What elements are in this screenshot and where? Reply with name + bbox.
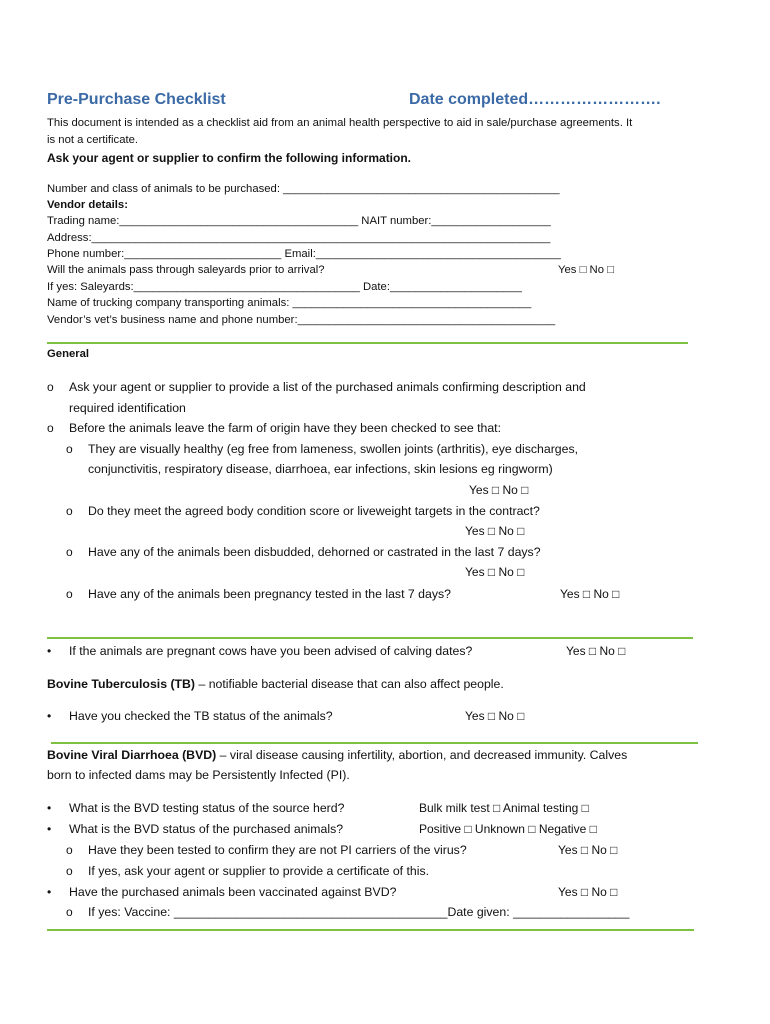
general-item-1: Ask your agent or supplier to provide a list of the purchased animals confirming description and	[69, 380, 586, 394]
phone-email-field: Phone number:_________________________ Email:_______________________________________	[47, 248, 561, 260]
circle-bullet: o	[66, 905, 73, 919]
intro-ask: Ask your agent or supplier to confirm the following information.	[47, 151, 412, 165]
circle-bullet: o	[66, 843, 73, 857]
sub-item-4: Have any of the animals been pregnancy tested in the last 7 days?	[88, 587, 451, 601]
sub-item-2: Do they meet the agreed body condition score or liveweight targets in the contract?	[88, 504, 540, 518]
dot-bullet: •	[47, 644, 52, 658]
circle-bullet: o	[66, 545, 73, 559]
saleyards-question: Will the animals pass through saleyards prior to arrival?	[47, 264, 325, 276]
bvd-testing-options[interactable]: Bulk milk test □ Animal testing □	[419, 801, 589, 815]
bvd-vaccine-field: If yes: Vaccine: ________________________________________Date given: _________________	[88, 905, 630, 919]
saleyards-field: If yes: Saleyards:____________________________________ Date:_____________________	[47, 281, 522, 293]
circle-bullet: o	[66, 504, 73, 518]
dot-bullet: •	[47, 885, 52, 899]
intro-line-1: This document is intended as a checklist aid from an animal health perspective to aid in sale/purchase agreements. It	[47, 117, 633, 129]
bvd-pi-yes-no[interactable]: Yes □ No □	[558, 843, 618, 857]
divider	[47, 342, 688, 344]
sub-item-1-cont: conjunctivitis, respiratory disease, diarrhoea, ear infections, skin lesions eg ringworm)	[88, 462, 553, 476]
date-completed: Date completed…………………….	[409, 91, 661, 108]
tb-description: – notifiable bacterial disease that can also affect people.	[195, 677, 504, 691]
bvd-status-options[interactable]: Positive □ Unknown □ Negative □	[419, 822, 597, 836]
bvd-question-1: What is the BVD testing status of the source herd?	[69, 801, 345, 815]
number-class-field: Number and class of animals to be purchased: ____________________________________________	[47, 183, 560, 195]
circle-bullet: o	[47, 380, 54, 394]
bvd-heading: Bovine Viral Diarrhoea (BVD)	[47, 748, 217, 762]
vet-field: Vendor’s vet’s business name and phone number:_________________________________________	[47, 314, 556, 326]
tb-question: Have you checked the TB status of the animals?	[69, 709, 333, 723]
divider	[47, 929, 694, 931]
general-item-2: Before the animals leave the farm of origin have they been checked to see that:	[69, 421, 502, 435]
tb-heading: Bovine Tuberculosis (TB)	[47, 677, 196, 691]
divider	[47, 637, 693, 639]
sub-item-3: Have any of the animals been disbudded, dehorned or castrated in the last 7 days?	[88, 545, 541, 559]
bvd-description: – viral disease causing infertility, abortion, and decreased immunity. Calves	[216, 748, 628, 762]
sub-item-4-yes-no[interactable]: Yes □ No □	[560, 587, 620, 601]
bvd-vaccinated-yes-no[interactable]: Yes □ No □	[558, 885, 618, 899]
bvd-certificate-note: If yes, ask your agent or supplier to provide a certificate of this.	[88, 864, 430, 878]
general-heading: General	[47, 348, 90, 360]
bvd-pi-question: Have they been tested to confirm they are not PI carriers of the virus?	[88, 843, 467, 857]
bvd-heading-line	[47, 748, 627, 762]
sub-item-2-yes-no[interactable]: Yes □ No □	[465, 524, 525, 538]
circle-bullet: o	[66, 587, 73, 601]
bvd-question-3: Have the purchased animals been vaccinated against BVD?	[69, 885, 397, 899]
saleyards-yes-no: Yes □ No □	[558, 264, 614, 276]
circle-bullet: o	[66, 442, 73, 456]
sub-item-1-yes-no[interactable]: Yes □ No □	[469, 483, 529, 497]
sub-item-1: They are visually healthy (eg free from lameness, swollen joints (arthritis), eye discharges,	[88, 442, 579, 456]
dot-bullet: •	[47, 801, 52, 815]
dot-bullet: •	[47, 822, 52, 836]
circle-bullet: o	[66, 864, 73, 878]
intro-line-2: is not a certificate.	[47, 134, 139, 146]
bvd-description-cont: born to infected dams may be Persistently Infected (PI).	[47, 768, 350, 782]
address-field: Address:_________________________________________________________________________	[47, 232, 551, 244]
general-item-1-cont: required identification	[69, 401, 186, 415]
vendor-details-heading: Vendor details:	[47, 199, 128, 211]
sub-item-3-yes-no[interactable]: Yes □ No □	[465, 565, 525, 579]
calving-yes-no[interactable]: Yes □ No □	[566, 644, 626, 658]
trucking-field: Name of trucking company transporting animals: ______________________________________	[47, 297, 532, 309]
dot-bullet: •	[47, 709, 52, 723]
circle-bullet: o	[47, 421, 54, 435]
calving-question: If the animals are pregnant cows have you been advised of calving dates?	[69, 644, 473, 658]
page-title: Pre-Purchase Checklist	[47, 91, 226, 108]
trading-name-field: Trading name:______________________________________ NAIT number:___________________	[47, 215, 551, 227]
tb-yes-no[interactable]: Yes □ No □	[465, 709, 525, 723]
tb-heading-line	[47, 677, 504, 691]
divider	[51, 742, 698, 744]
bvd-question-2: What is the BVD status of the purchased animals?	[69, 822, 344, 836]
